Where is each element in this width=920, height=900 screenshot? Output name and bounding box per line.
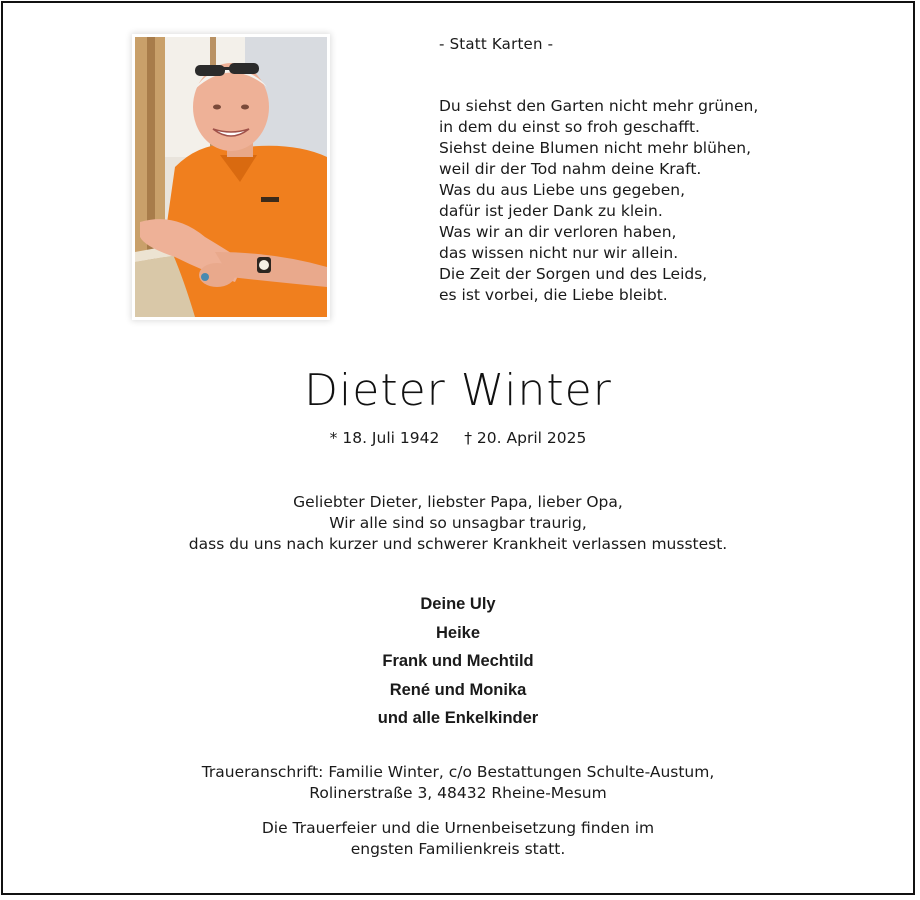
mourners-list — [3, 590, 913, 733]
poem-line: Was du aus Liebe uns gegeben, — [439, 181, 686, 199]
mourner: Heike — [435, 623, 481, 642]
life-dates — [3, 429, 913, 447]
poem — [439, 96, 758, 306]
message-line: dass du uns nach kurzer und schwerer Krankheit verlassen musstest. — [188, 535, 728, 553]
address-line: Traueranschrift: Familie Winter, c/o Bestattungen Schulte-Austum, — [201, 763, 715, 781]
statt-karten-note: - Statt Karten - — [439, 35, 554, 53]
message-line: Wir alle sind so unsagbar traurig, — [329, 514, 587, 532]
mourner: und alle Enkelkinder — [377, 709, 539, 727]
mourner: Deine Uly — [420, 595, 496, 613]
ceremony-line: engsten Familienkreis statt. — [350, 840, 566, 858]
poem-line: Die Zeit der Sorgen und des Leids, — [439, 265, 708, 283]
message-line: Geliebter Dieter, liebster Papa, lieber Opa, — [293, 493, 623, 511]
farewell-message — [3, 492, 913, 555]
poem-line: Du siehst den Garten nicht mehr grünen, — [439, 97, 759, 115]
poem-line: Siehst deine Blumen nicht mehr blühen, — [439, 139, 752, 157]
poem-line: dafür ist jeder Dank zu klein. — [439, 202, 663, 220]
mourner: Frank und Mechtild — [382, 652, 534, 670]
poem-line: in dem du einst so froh geschafft. — [439, 118, 700, 136]
poem-line: das wissen nicht nur wir allein. — [439, 244, 679, 262]
condolence-address — [3, 762, 913, 804]
poem-line: weil dir der Tod nahm deine Kraft. — [439, 160, 702, 178]
portrait-photo — [135, 37, 327, 317]
poem-line: es ist vorbei, die Liebe bleibt. — [439, 286, 668, 304]
death-date: † 20. April 2025 — [464, 429, 587, 447]
obituary-card — [1, 1, 915, 895]
mourner: René und Monika — [389, 680, 527, 699]
deceased-name: Dieter Winter — [304, 365, 612, 416]
ceremony-note — [3, 818, 913, 860]
poem-line: Was wir an dir verloren haben, — [439, 223, 677, 241]
birth-date: * 18. Juli 1942 — [329, 429, 440, 447]
address-line: Rolinerstraße 3, 48432 Rheine-Mesum — [309, 784, 607, 802]
ceremony-line: Die Trauerfeier und die Urnenbeisetzung finden im — [261, 819, 655, 837]
